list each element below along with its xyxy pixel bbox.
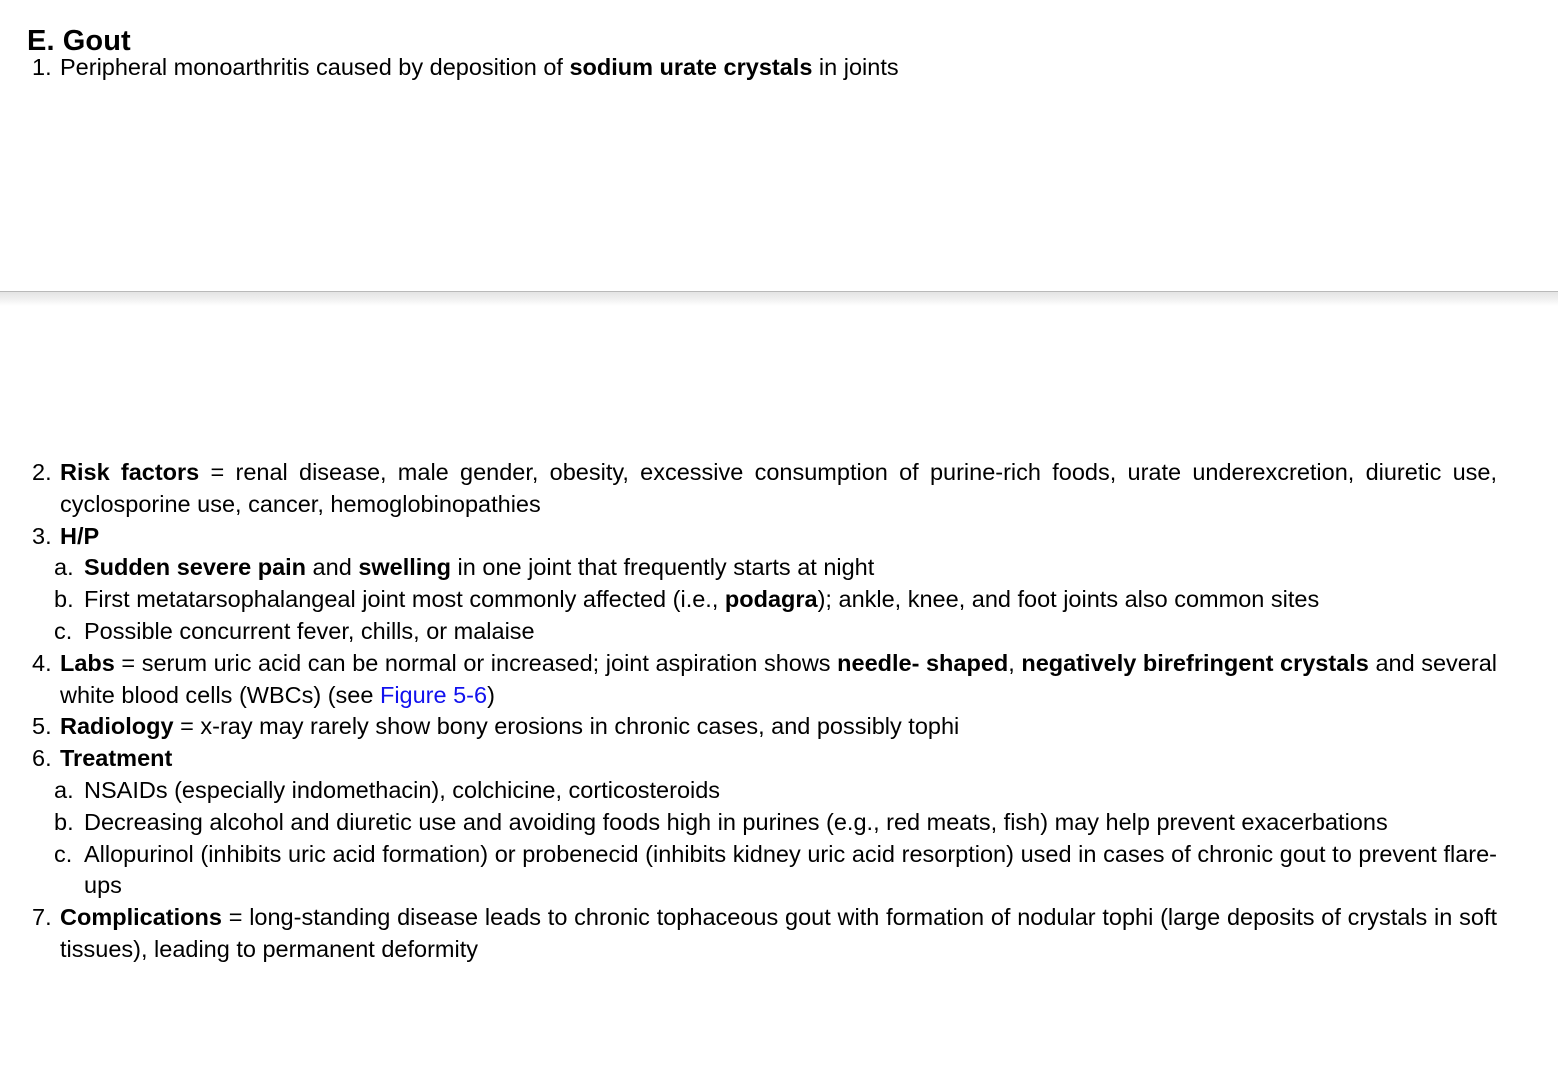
intro-list-item-container [32, 52, 1497, 84]
list-marker: c. [54, 840, 73, 867]
list-marker: c. [54, 617, 73, 644]
list-marker: b. [54, 808, 74, 835]
text-run: and several white blood cells (WBCs) (see [60, 649, 1497, 708]
emphasized-term: Radiology [60, 713, 174, 740]
list-item-text [60, 457, 1497, 521]
list-item [54, 584, 1497, 616]
list-item-text [84, 807, 1497, 839]
text-run: = serum uric acid can be normal or increased; joint aspiration shows [114, 649, 838, 676]
list-marker: 7. [32, 904, 52, 931]
list-item-text [60, 902, 1497, 966]
page-break-divider [0, 291, 1558, 306]
list-item [32, 743, 1497, 775]
emphasized-term: H/P [60, 522, 100, 549]
emphasized-term: Treatment [60, 745, 173, 772]
figure-cross-reference-link[interactable]: Figure 5-6 [379, 681, 488, 708]
list-item-text [60, 743, 1497, 775]
emphasized-term: podagra [724, 586, 818, 613]
emphasized-term: swelling [358, 554, 452, 581]
list-marker: 5. [32, 713, 52, 740]
list-item [54, 807, 1497, 839]
emphasized-term: negatively birefringent crystals [1021, 649, 1369, 676]
list-item-text [60, 521, 1497, 553]
list-item [32, 457, 1497, 521]
text-run: = renal disease, male gender, obesity, excessive consumption of purine-rich foods, urate underexcretion, diuretic use, cyclosporine use, cancer, hemoglobinopathies [60, 459, 1498, 517]
list-item [54, 775, 1497, 807]
page-break-shadow [0, 292, 1558, 306]
text-run: Possible concurrent fever, chills, or malaise [84, 617, 535, 644]
emphasized-term: Sudden severe pain [84, 554, 307, 581]
list-marker: b. [54, 586, 74, 613]
list-item [32, 711, 1497, 743]
list-item-text [60, 648, 1497, 712]
outline-list [0, 457, 1558, 966]
text-run: in joints [812, 54, 899, 80]
text-run: = long-standing disease leads to chronic tophaceous gout with formation of nodular tophi (large deposits of crystals in soft tissues), leading to permanent deformity [60, 904, 1497, 962]
list-item-text [84, 584, 1497, 616]
document-page-lower [0, 306, 1558, 1068]
text-run: Peripheral monoarthritis caused by deposition of [60, 54, 570, 80]
emphasized-term: Risk factors [60, 459, 200, 485]
emphasized-term: Complications [60, 904, 222, 931]
list-marker: 3. [32, 522, 52, 549]
list-marker: a. [54, 776, 74, 803]
list-item-text [60, 711, 1497, 743]
text-run: and [306, 554, 359, 581]
list-item [32, 902, 1497, 966]
text-run: = x-ray may rarely show bony erosions in chronic cases, and possibly tophi [173, 713, 960, 740]
list-marker: 4. [32, 649, 52, 676]
emphasized-term: sodium urate crystals [569, 54, 813, 80]
list-item [32, 648, 1497, 712]
text-run: ); ankle, knee, and foot joints also common sites [817, 586, 1320, 613]
list-marker: 1. [32, 54, 52, 80]
list-marker: 6. [32, 745, 52, 772]
list-item-text [84, 616, 1497, 648]
list-item [32, 521, 1497, 553]
list-marker: 2. [32, 459, 52, 485]
text-run: Allopurinol (inhibits uric acid formation) or probenecid (inhibits kidney uric acid resorption) used in cases of chronic gout to prevent flare-ups [84, 840, 1497, 899]
text-run: Decreasing alcohol and diuretic use and avoiding foods high in purines (e.g., red meats, fish) may help prevent exacerbations [84, 808, 1388, 835]
list-item-text [60, 52, 1497, 84]
list-item [54, 839, 1497, 903]
list-item-text [84, 552, 1497, 584]
text-run: ) [487, 681, 495, 708]
list-item [54, 552, 1497, 584]
list-marker: a. [54, 554, 74, 581]
list-item [54, 616, 1497, 648]
page-title: E. Gout [27, 25, 131, 58]
list-item-text [84, 775, 1497, 807]
text-run: , [1008, 649, 1022, 676]
text-run: First metatarsophalangeal joint most commonly affected (i.e., [84, 586, 725, 613]
emphasized-term: Labs [60, 649, 115, 676]
document-page-upper [0, 0, 1558, 291]
emphasized-term: needle- shaped [837, 649, 1009, 676]
list-item [32, 52, 1497, 84]
text-run: in one joint that frequently starts at night [451, 554, 875, 581]
list-item-text [84, 839, 1497, 903]
text-run: NSAIDs (especially indomethacin), colchicine, corticosteroids [84, 776, 721, 803]
